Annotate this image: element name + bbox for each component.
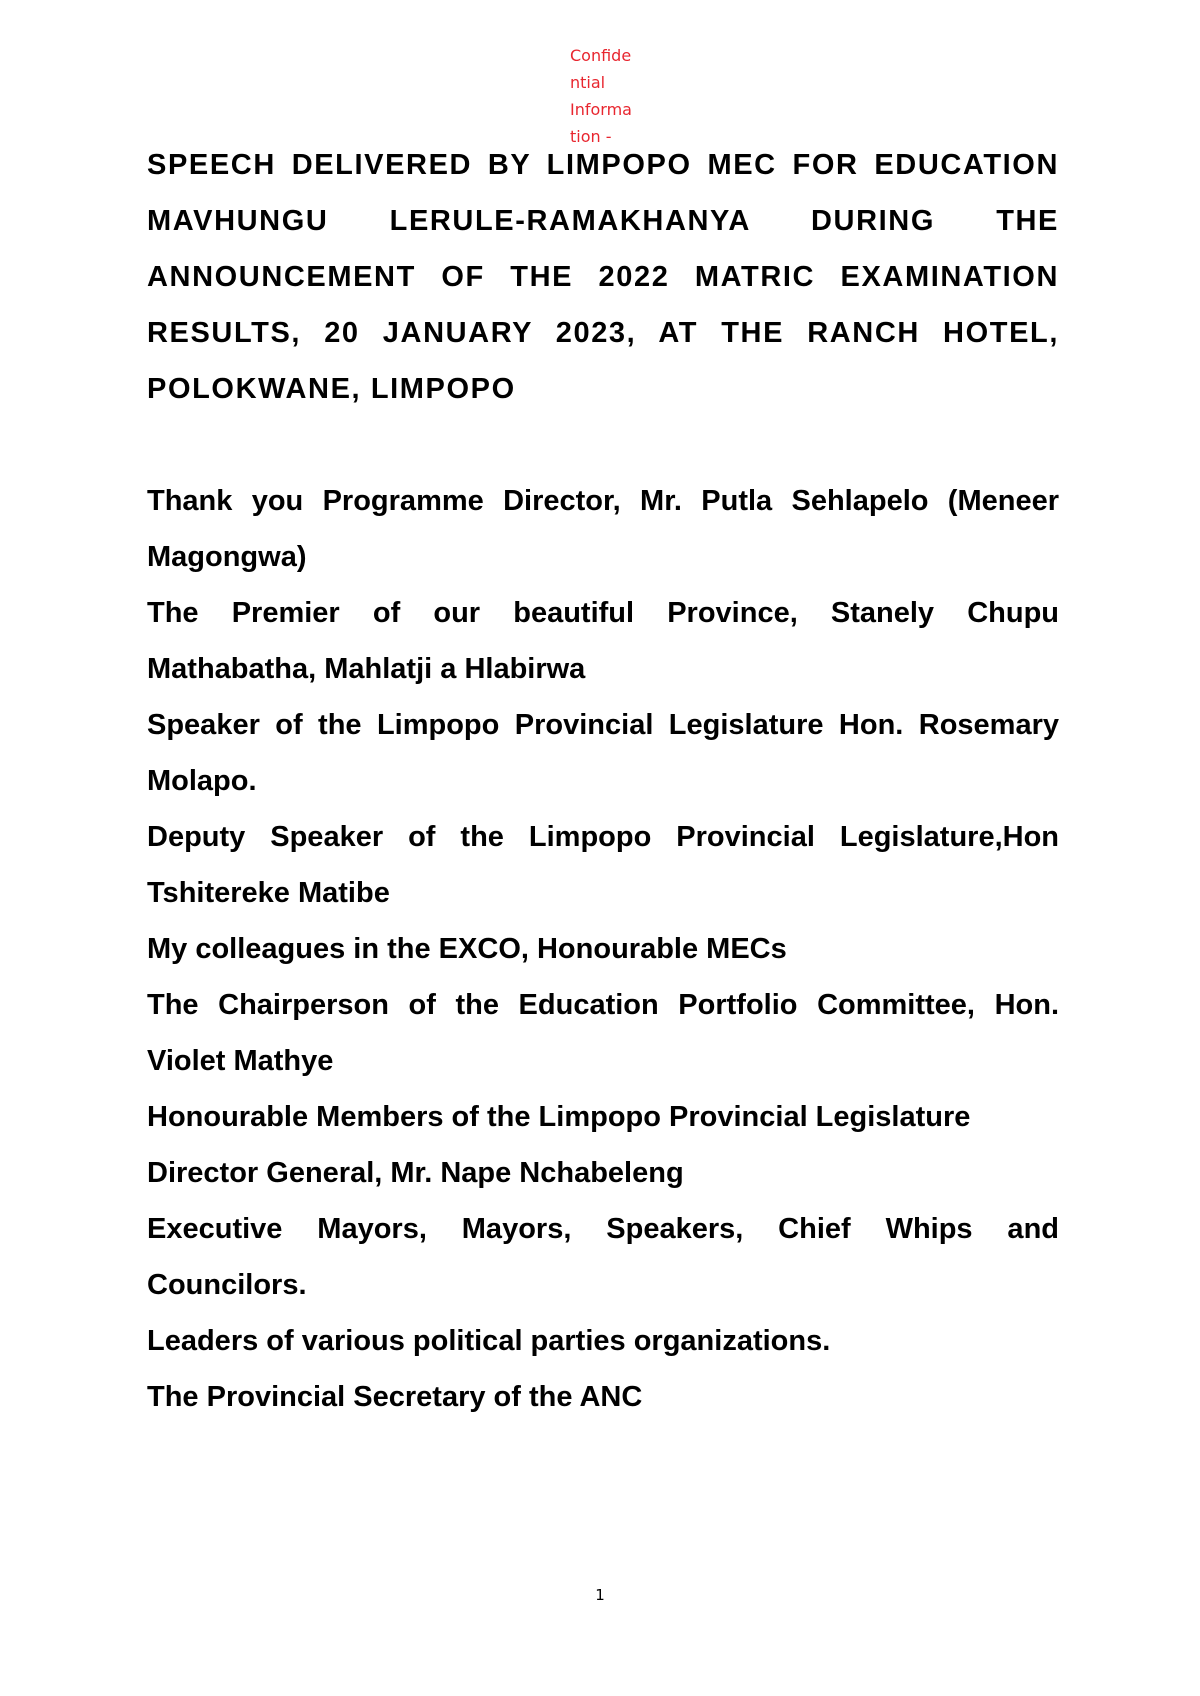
salutation-line: The Chairperson of the Education Portfolio Committee, Hon. Violet Mathye (147, 989, 1059, 1077)
salutation-line: The Premier of our beautiful Province, Stanely Chupu Mathabatha, Mahlatji a Hlabirwa (147, 597, 1059, 685)
salutation-line: Deputy Speaker of the Limpopo Provincial Legislature,Hon Tshitereke Matibe (147, 821, 1059, 909)
confidential-label (570, 42, 648, 150)
salutation-line: Honourable Members of the Limpopo Provincial Legislature (147, 1101, 971, 1133)
salutation-line: Thank you Programme Director, Mr. Putla Sehlapelo (Meneer Magongwa) (147, 485, 1059, 573)
confidential-line: ntial (570, 73, 606, 92)
page-number: 1 (595, 1586, 605, 1604)
salutation-line: Executive Mayors, Mayors, Speakers, Chief Whips and Councilors. (147, 1213, 1059, 1301)
document-body (147, 137, 1059, 1425)
salutation-line: My colleagues in the EXCO, Honourable MECs (147, 933, 787, 965)
speech-title: SPEECH DELIVERED BY LIMPOPO MEC FOR EDUCATION MAVHUNGU LERULE-RAMAKHANYA DURING THE ANNOUNCEMENT OF THE 2022 MATRIC EXAMINATION RESULTS, 20 JANUARY 2023, AT THE RANCH HOTEL, POLOKWANE, LIMPOPO (147, 149, 1059, 405)
salutation-line: Director General, Mr. Nape Nchabeleng (147, 1157, 684, 1189)
salutation-line: Speaker of the Limpopo Provincial Legislature Hon. Rosemary Molapo. (147, 709, 1059, 797)
confidential-line: tion - (570, 127, 612, 146)
confidential-line: Confide (570, 46, 632, 65)
salutation-line: The Provincial Secretary of the ANC (147, 1381, 643, 1413)
confidential-line: Informa (570, 100, 632, 119)
salutation-line: Leaders of various political parties organizations. (147, 1325, 831, 1357)
